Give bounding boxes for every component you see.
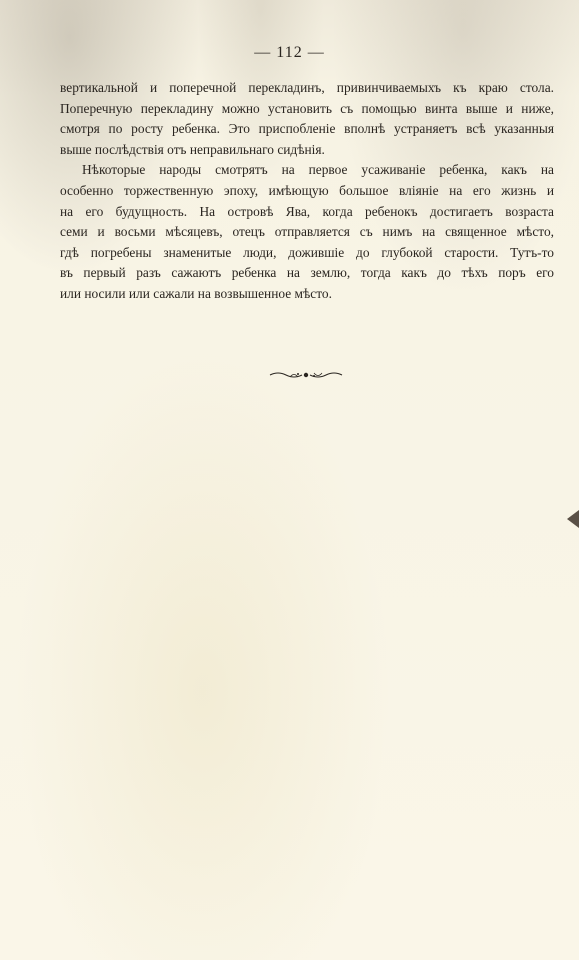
text-line: гдѣ погребены знаменитые люди, дожившіе до глубокой старости. Тутъ-то [60, 244, 554, 260]
page-number: — 112 — [254, 44, 325, 61]
section-end-ornament [268, 368, 344, 382]
page-edge-mark [567, 510, 579, 528]
text-line: семи и восьми мѣсяцевъ, отецъ отправляется съ нимъ на священное мѣсто, [60, 224, 554, 240]
body-text [60, 78, 554, 305]
text-line: смотря по росту ребенка. Это приспобленіе вполнѣ устраняетъ всѣ указанныя [60, 121, 554, 137]
text-line: вертикальной и поперечной перекладинъ, привинчиваемыхъ къ краю стола. [60, 80, 554, 95]
text-line: Поперечную перекладину можно установить съ помощью винта выше и ниже, [60, 100, 554, 116]
text-line: въ первый разъ сажаютъ ребенка на землю, тогда какъ до тѣхъ поръ его [60, 265, 554, 281]
text-line: на его будущность. На островѣ Ява, когда ребенокъ достигаетъ возраста [60, 203, 554, 219]
paragraph-start-line: Нѣкоторые народы смотрятъ на первое усаживаніе ребенка, какъ на [82, 162, 554, 178]
text-line: особенно торжественную эпоху, имѣющую большое вліяніе на его жизнь и [60, 182, 554, 198]
text-line: выше послѣдствія отъ неправильнаго сидѣнія. [60, 141, 325, 157]
text-line: или носили или сажали на возвышенное мѣсто. [60, 285, 332, 301]
